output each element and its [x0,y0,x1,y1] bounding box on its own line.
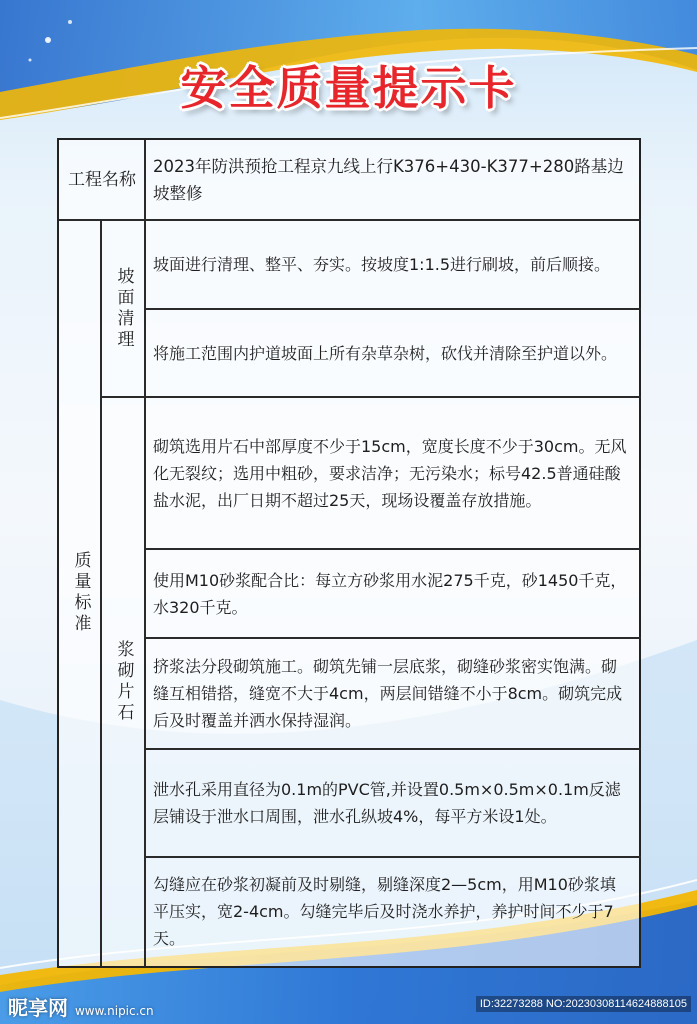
project-value-cell [145,140,641,220]
item-text: 使用M10砂浆配合比：每立方砂浆用水泥275千克，砂1450千克，水320千克。 [153,570,627,617]
quality-label: 质量标准 [70,551,91,635]
divider [145,637,641,639]
watermark-logo-text: 昵享网 [8,996,68,1020]
list-item [145,220,641,309]
project-label-cell [59,140,145,220]
group-label-masonry-cell [101,397,145,966]
divider [101,396,641,398]
divider [145,748,641,750]
list-item [145,549,641,638]
list-item [145,309,641,397]
item-text: 挤浆法分段砌筑施工。砌筑先铺一层底浆，砌缝砂浆密实饱满。砌缝互相错搭，缝宽不大于4cm，两层间错缝不小于8cm。砌筑完成后及时覆盖并洒水保持湿润。 [153,657,623,730]
watermark-site: www.nipic.cn [74,1004,154,1018]
watermark-logo [8,992,154,1021]
divider [100,220,102,966]
divider [145,308,641,310]
project-label: 工程名称 [68,169,136,190]
item-text: 将施工范围内护道坡面上所有杂草杂树，砍伐并清除至护道以外。 [153,343,618,363]
project-value: 2023年防洪预抢工程京九线上行K376+430-K377+280路基边坡整修 [153,157,624,203]
list-item [145,397,641,549]
divider [59,219,641,221]
quality-label-cell [59,220,101,966]
info-table [57,138,641,968]
divider [144,140,146,966]
item-text: 泄水孔采用直径为0.1m的PVC管,并设置0.5m×0.5m×0.1m反滤层铺设于泄水口周围，泄水孔纵坡4%，每平方米设1处。 [153,780,621,826]
group-label-slope: 坡面清理 [113,266,134,351]
list-item [145,638,641,749]
list-item [145,749,641,857]
divider [145,856,641,858]
group-label-masonry: 浆砌片石 [113,639,134,724]
page-title: 安全质量提示卡 [180,61,517,115]
list-item [145,857,641,966]
item-text: 砌筑选用片石中部厚度不少于15cm，宽度长度不少于30cm。无风化无裂纹；选用中粗砂，要求洁净；无污染水；标号42.5普通硅酸盐水泥，出厂日期不超过25天，现场设覆盖存放措施。 [153,436,627,510]
divider [145,548,641,550]
watermark-id: ID:32273288 NO:20230308114624888105 [476,996,691,1012]
item-text: 坡面进行清理、整平、夯实。按坡度1:1.5进行刷坡，前后顺接。 [153,255,611,274]
item-text: 勾缝应在砂浆初凝前及时剔缝，剔缝深度2—5cm，用M10砂浆填平压实，宽2-4cm。勾缝完毕后及时浇水养护，养护时间不少于7天。 [153,875,616,948]
group-label-slope-cell [101,220,145,397]
